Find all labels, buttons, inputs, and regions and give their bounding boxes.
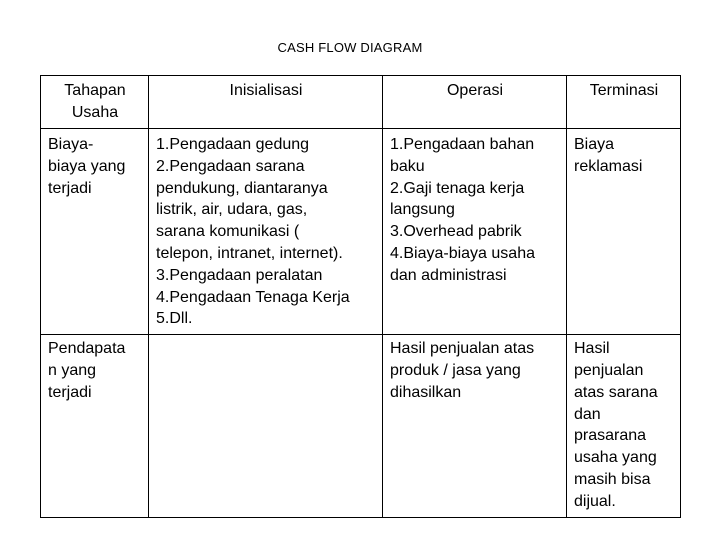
cash-flow-table — [40, 75, 681, 518]
row-label-line: n yang — [48, 361, 97, 379]
header-tahapan-line-2: Usaha — [71, 103, 119, 121]
cell-line: baku — [390, 157, 425, 175]
cell-line: reklamasi — [574, 157, 643, 175]
header-terminasi: Terminasi — [567, 76, 681, 129]
row-label-line: terjadi — [48, 179, 92, 197]
cell-line: dan administrasi — [390, 266, 507, 284]
cell-line: produk / jasa yang — [390, 361, 521, 379]
cell-line: usaha yang — [574, 449, 657, 467]
cell-biaya-inisialisasi — [149, 129, 383, 335]
cell-line: telepon, intranet, internet). — [156, 244, 343, 262]
cell-line: 3.Overhead pabrik — [390, 223, 522, 241]
cell-line: 3.Pengadaan peralatan — [156, 266, 323, 284]
header-tahapan-usaha — [41, 76, 149, 129]
cell-line: Hasil — [574, 340, 610, 358]
cell-line: 5.Dll. — [156, 310, 193, 328]
cell-pendapatan-operasi — [383, 335, 567, 517]
cell-line: atas sarana — [574, 383, 658, 401]
table-row-pendapatan — [41, 335, 681, 517]
header-operasi: Operasi — [383, 76, 567, 129]
cell-line: Biaya — [574, 136, 615, 153]
row-label-line: Pendapata — [48, 340, 126, 358]
cell-line: prasarana — [574, 427, 647, 445]
cell-line: pendukung, diantaranya — [156, 179, 328, 197]
header-inisialisasi: Inisialisasi — [149, 76, 383, 129]
row-label-biaya — [41, 129, 149, 335]
row-label-line: biaya yang — [48, 157, 126, 175]
cell-line: 1.Pengadaan gedung — [156, 136, 310, 153]
cell-line: penjualan — [574, 361, 644, 379]
cell-line: langsung — [390, 201, 455, 219]
cell-pendapatan-inisialisasi-empty — [149, 335, 383, 517]
cell-pendapatan-terminasi — [567, 335, 681, 517]
row-label-line: Biaya- — [48, 136, 94, 153]
table-row-biaya — [41, 129, 681, 335]
cell-line: listrik, air, udara, gas, — [156, 201, 308, 219]
cell-line: 4.Pengadaan Tenaga Kerja — [156, 288, 350, 306]
header-tahapan-line-1: Tahapan — [64, 82, 126, 99]
cell-line: dihasilkan — [390, 383, 462, 401]
header-row — [41, 76, 681, 129]
cell-biaya-terminasi — [567, 129, 681, 335]
cell-line: 1.Pengadaan bahan — [390, 136, 535, 153]
cell-line: Hasil penjualan atas — [390, 340, 535, 358]
cell-line: masih bisa — [574, 470, 651, 488]
cell-line: dijual. — [574, 492, 616, 510]
row-label-line: terjadi — [48, 383, 92, 401]
cell-line: 2.Pengadaan sarana — [156, 157, 305, 175]
diagram-title: CASH FLOW DIAGRAM — [277, 40, 423, 55]
cell-line: 2.Gaji tenaga kerja — [390, 179, 525, 197]
cell-line: sarana komunikasi ( — [156, 223, 300, 241]
cell-biaya-operasi — [383, 129, 567, 335]
cell-line: 4.Biaya-biaya usaha — [390, 244, 535, 262]
cell-line: dan — [574, 405, 601, 423]
row-label-pendapatan — [41, 335, 149, 517]
